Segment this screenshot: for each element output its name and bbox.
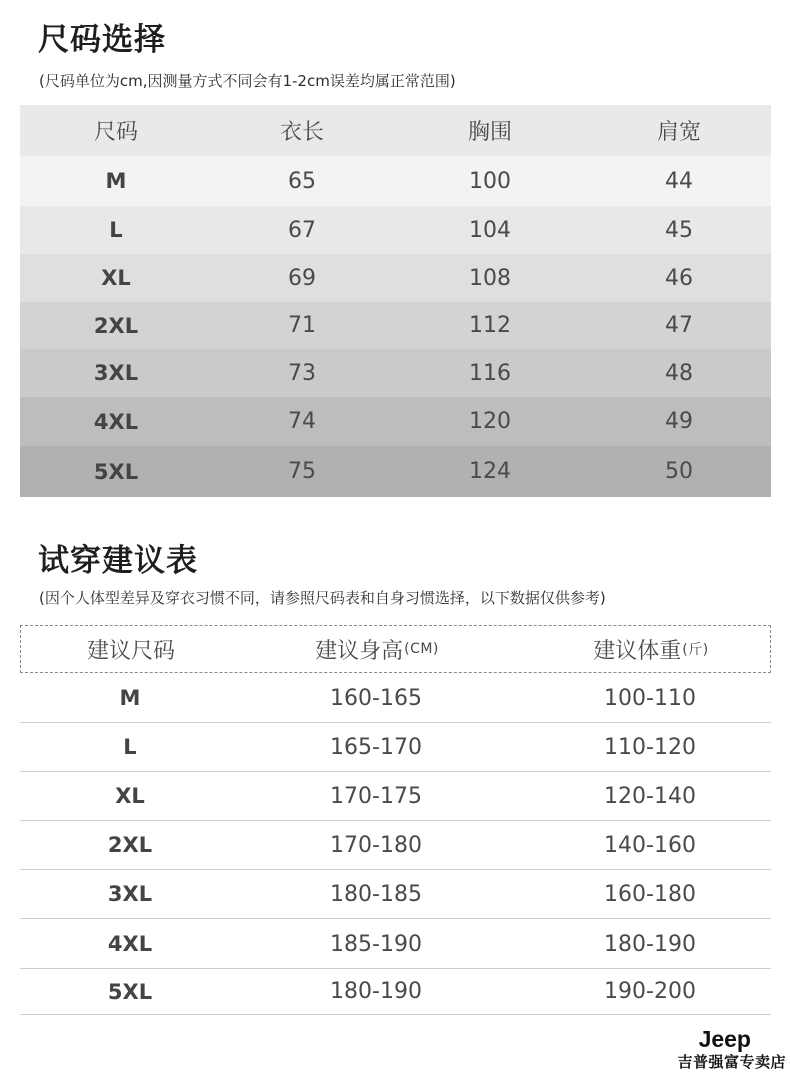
table-row xyxy=(20,920,771,969)
weight-cell: 120-140 xyxy=(604,783,696,809)
chest-cell: 104 xyxy=(469,217,511,243)
header-unit: (斤) xyxy=(682,642,709,658)
recommend-table-header xyxy=(20,625,771,673)
length-cell: 74 xyxy=(288,409,316,434)
table-row xyxy=(20,772,771,821)
size-cell: 2XL xyxy=(107,833,153,857)
table-row xyxy=(20,156,771,206)
table-row xyxy=(20,254,771,302)
size-cell: 3XL xyxy=(107,882,153,906)
table-row xyxy=(20,969,771,1015)
size-section-note: (尺码单位为cm,因测量方式不同会有1-2cm误差均属正常范围) xyxy=(39,72,456,90)
header-recommended-size xyxy=(1,626,261,672)
header-length: 衣长 xyxy=(279,120,324,145)
header-label: 建议尺码 xyxy=(86,638,175,664)
size-cell: 4XL xyxy=(93,409,139,434)
header-size: 尺码 xyxy=(93,120,138,145)
length-cell: 69 xyxy=(288,265,316,291)
shoulder-cell: 44 xyxy=(665,168,693,194)
table-row xyxy=(20,821,771,870)
chest-cell: 124 xyxy=(469,459,511,484)
length-cell: 75 xyxy=(288,459,316,484)
shoulder-cell: 48 xyxy=(665,360,693,386)
size-section-title: 尺码选择 xyxy=(38,22,166,58)
header-chest: 胸围 xyxy=(467,120,512,145)
size-cell: L xyxy=(109,218,123,242)
shoulder-cell: 45 xyxy=(665,217,693,243)
table-row xyxy=(20,397,771,446)
chest-cell: 108 xyxy=(469,265,511,291)
table-row xyxy=(20,870,771,919)
weight-cell: 190-200 xyxy=(604,979,696,1004)
brand-store-name: 吉普强富专卖店 xyxy=(677,1053,786,1071)
length-cell: 67 xyxy=(288,217,316,243)
table-row xyxy=(20,302,771,349)
height-cell: 165-170 xyxy=(330,734,422,760)
height-cell: 160-165 xyxy=(330,685,422,711)
size-cell: XL xyxy=(115,784,145,808)
length-cell: 71 xyxy=(288,313,316,338)
size-cell: 2XL xyxy=(93,313,139,338)
header-shoulder: 肩宽 xyxy=(656,120,701,145)
height-cell: 180-190 xyxy=(330,979,422,1004)
weight-cell: 110-120 xyxy=(604,734,696,760)
size-cell: 5XL xyxy=(107,979,153,1004)
table-row xyxy=(20,674,771,723)
size-cell: M xyxy=(105,169,127,193)
length-cell: 65 xyxy=(288,168,316,194)
length-cell: 73 xyxy=(288,360,316,386)
table-row xyxy=(20,349,771,397)
size-cell: 4XL xyxy=(107,932,153,956)
header-recommended-weight xyxy=(521,626,781,672)
weight-cell: 160-180 xyxy=(604,881,696,907)
header-label: 建议体重 xyxy=(593,638,682,664)
chest-cell: 116 xyxy=(469,360,511,386)
height-cell: 170-175 xyxy=(330,783,422,809)
size-cell: 3XL xyxy=(93,361,139,385)
brand-logo: Jeep xyxy=(698,1026,751,1052)
size-table xyxy=(20,105,771,497)
height-cell: 185-190 xyxy=(330,931,422,957)
header-recommended-height xyxy=(247,626,507,672)
chest-cell: 112 xyxy=(469,313,511,338)
height-cell: 170-180 xyxy=(330,832,422,858)
shoulder-cell: 50 xyxy=(665,459,693,484)
size-cell: XL xyxy=(101,266,131,290)
chest-cell: 120 xyxy=(469,409,511,434)
chest-cell: 100 xyxy=(469,168,511,194)
weight-cell: 100-110 xyxy=(604,685,696,711)
shoulder-cell: 49 xyxy=(665,409,693,434)
height-cell: 180-185 xyxy=(330,881,422,907)
shoulder-cell: 46 xyxy=(665,265,693,291)
recommend-section-note: (因个人体型差异及穿衣习惯不同，请参照尺码表和自身习惯选择，以下数据仅供参考) xyxy=(39,589,606,607)
table-row xyxy=(20,206,771,254)
header-unit: (CM) xyxy=(404,641,439,657)
recommend-section-title: 试穿建议表 xyxy=(38,543,198,579)
weight-cell: 140-160 xyxy=(604,832,696,858)
size-table-header xyxy=(20,105,771,156)
weight-cell: 180-190 xyxy=(604,931,696,957)
table-row xyxy=(20,723,771,772)
size-cell: L xyxy=(123,735,137,759)
size-cell: 5XL xyxy=(93,459,139,484)
shoulder-cell: 47 xyxy=(665,313,693,338)
header-label: 建议身高 xyxy=(315,638,404,664)
table-row xyxy=(20,446,771,497)
size-cell: M xyxy=(119,686,141,710)
